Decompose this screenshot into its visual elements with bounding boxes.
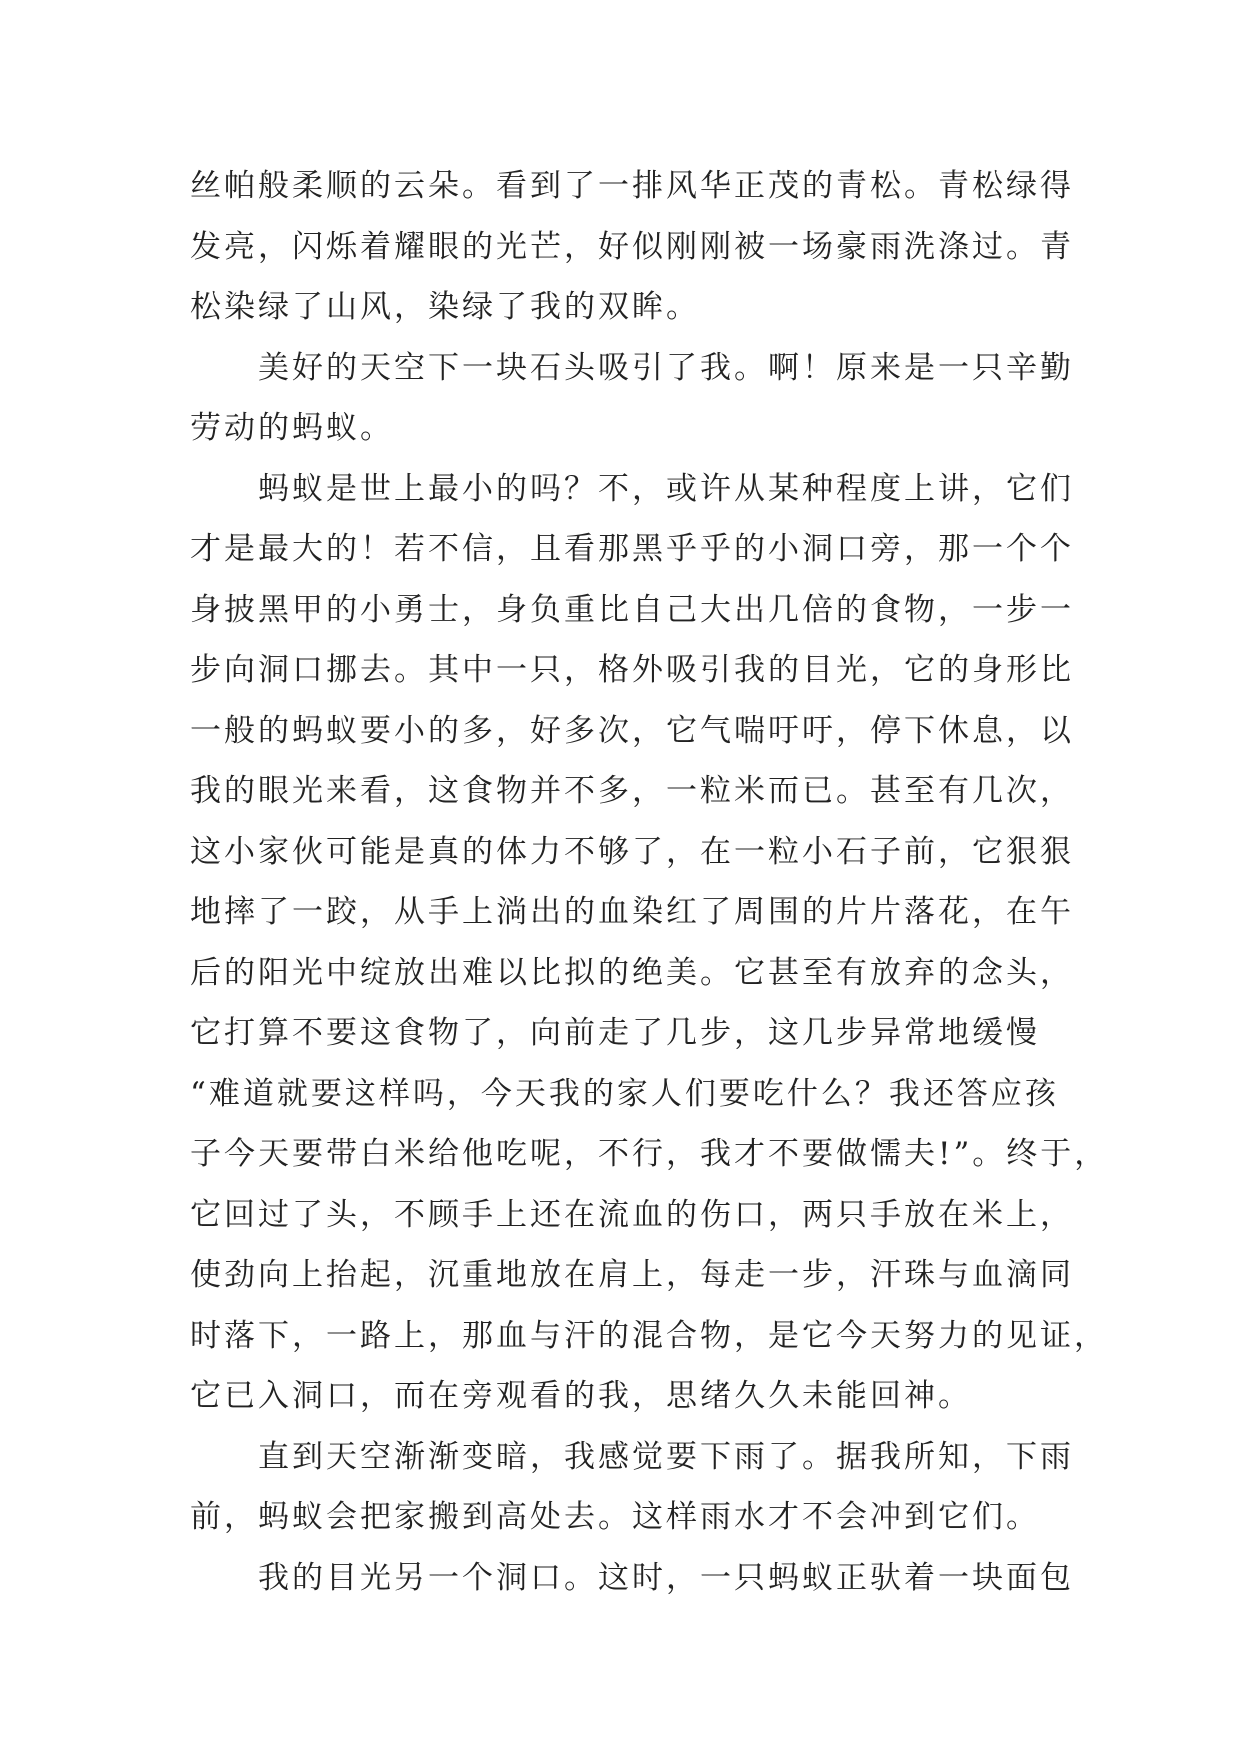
text-line: 它已入洞口，而在旁观看的我，思绪久久未能回神。 xyxy=(190,1378,972,1414)
text-line: 这小家伙可能是真的体力不够了，在一粒小石子前，它狠狠 xyxy=(190,833,1074,870)
text-line: 使劲向上抬起，沉重地放在肩上，每走一步，汗珠与血滴同 xyxy=(190,1257,1074,1293)
paragraph-start-line: 我的目光另一个洞口。这时，一只蚂蚁正驮着一块面包 xyxy=(258,1559,1074,1596)
text-line: 丝帕般柔顺的云朵。看到了一排风华正茂的青松。青松绿得 xyxy=(190,168,1074,204)
text-line: 松染绿了山风，染绿了我的双眸。 xyxy=(190,289,700,325)
text-line: 前，蚂蚁会把家搬到高处去。这样雨水才不会冲到它们。 xyxy=(190,1499,1040,1535)
text-line: 才是最大的！若不信，且看那黑乎乎的小洞口旁，那一个个 xyxy=(190,531,1074,567)
paragraph-start-line: 美好的天空下一块石头吸引了我。啊！原来是一只辛勤 xyxy=(258,349,1074,386)
text-line: 劳动的蚂蚁。 xyxy=(190,410,394,446)
text-line: 一般的蚂蚁要小的多，好多次，它气喘吁吁，停下休息，以 xyxy=(190,712,1074,749)
text-line: 我的眼光来看，这食物并不多，一粒米而已。甚至有几次， xyxy=(190,773,1074,809)
paragraph-start-line: 直到天空渐渐变暗，我感觉要下雨了。据我所知，下雨 xyxy=(258,1438,1074,1475)
document-body xyxy=(190,156,1109,1608)
text-line: “难道就要这样吗，今天我的家人们要吃什么？我还答应孩 xyxy=(190,1075,1059,1112)
text-line: 发亮，闪烁着耀眼的光芒，好似刚刚被一场豪雨洗涤过。青 xyxy=(190,228,1074,265)
text-line: 地摔了一跤，从手上淌出的血染红了周围的片片落花，在午 xyxy=(190,894,1074,930)
text-line: 它回过了头，不顾手上还在流血的伤口，两只手放在米上， xyxy=(190,1196,1074,1233)
text-line: 步向洞口挪去。其中一只，格外吸引我的目光，它的身形比 xyxy=(190,652,1074,688)
text-line: 它打算不要这食物了，向前走了几步，这几步异常地缓慢 xyxy=(190,1015,1040,1051)
text-line: 后的阳光中绽放出难以比拟的绝美。它甚至有放弃的念头， xyxy=(190,954,1074,991)
paragraph-start-line: 蚂蚁是世上最小的吗？不，或许从某种程度上讲，它们 xyxy=(258,470,1074,507)
text-line: 身披黑甲的小勇士，身负重比自己大出几倍的食物，一步一 xyxy=(190,591,1074,628)
text-line: 子今天要带白米给他吃呢，不行，我才不要做懦夫!”。终于， xyxy=(190,1136,1109,1172)
text-line: 时落下，一路上，那血与汗的混合物，是它今天努力的见证， xyxy=(190,1317,1108,1354)
